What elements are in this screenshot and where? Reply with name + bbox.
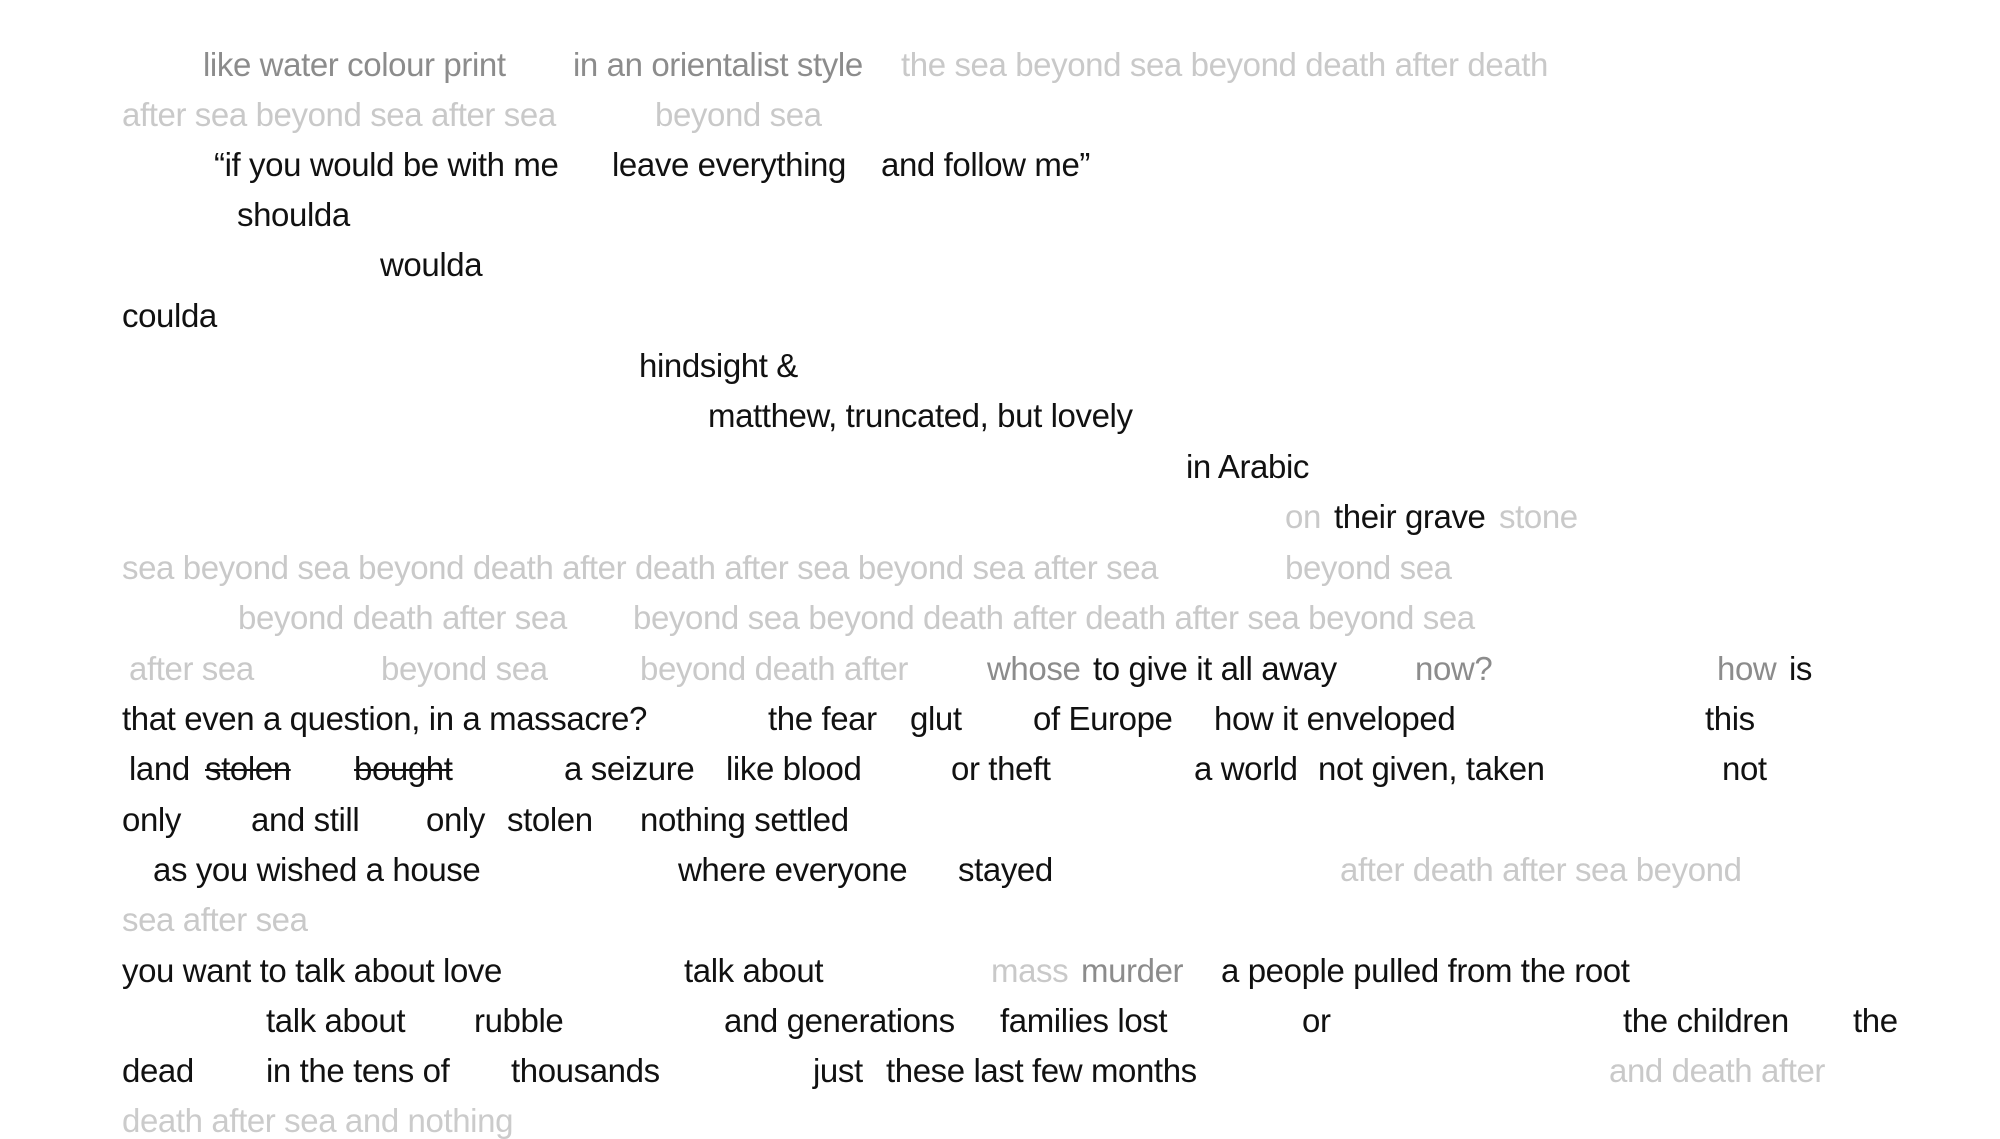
poem-fragment: whose xyxy=(987,650,1081,687)
poem-fragment: families lost xyxy=(1000,1002,1168,1039)
poem-fragment: is xyxy=(1789,650,1813,687)
poem-fragment: only xyxy=(122,801,181,838)
poem-fragment: shoulda xyxy=(237,196,350,233)
poem-fragment: just xyxy=(813,1052,863,1089)
poem-fragment: how it enveloped xyxy=(1214,700,1456,737)
poem-fragment: glut xyxy=(910,700,962,737)
poem-fragment: beyond sea xyxy=(1285,549,1452,586)
poem-fragment: after sea xyxy=(129,650,254,687)
poem-fragment: hindsight & xyxy=(639,347,798,384)
poem-fragment: how xyxy=(1717,650,1777,687)
poem-fragment: to give it all away xyxy=(1093,650,1337,687)
poem-fragment: the xyxy=(1853,1002,1898,1039)
poem-fragment: not xyxy=(1722,750,1767,787)
poem-fragment: death after sea and nothing xyxy=(122,1102,514,1139)
poem-fragment: a seizure xyxy=(564,750,695,787)
poem-fragment: beyond death after sea xyxy=(238,599,567,636)
poem-fragment: talk about xyxy=(266,1002,406,1039)
poem-fragment: the sea beyond sea beyond death after death xyxy=(901,46,1548,83)
poem-fragment: sea beyond sea beyond death after death after sea beyond sea after sea xyxy=(122,549,1159,586)
poem-fragment: the children xyxy=(1623,1002,1789,1039)
poem-fragment: on xyxy=(1285,498,1321,535)
poem-fragment: beyond sea xyxy=(655,96,822,133)
poem-fragment: in Arabic xyxy=(1186,448,1309,485)
poem-fragment: and still xyxy=(251,801,360,838)
poem-fragment: stone xyxy=(1499,498,1578,535)
poem-fragment: after sea beyond sea after sea xyxy=(122,96,556,133)
poem-fragment: and follow me” xyxy=(881,146,1090,183)
poem-fragment: only xyxy=(426,801,485,838)
poem-fragment: and generations xyxy=(724,1002,955,1039)
poem-fragment: where everyone xyxy=(678,851,908,888)
poem-fragment: like water colour print xyxy=(203,46,506,83)
poem-fragment: or xyxy=(1302,1002,1331,1039)
poem-fragment: woulda xyxy=(380,246,483,283)
poem-fragment: mass xyxy=(991,952,1069,989)
poem-fragment: or theft xyxy=(951,750,1051,787)
poem-fragment: as you wished a house xyxy=(153,851,481,888)
poem-fragment: coulda xyxy=(122,297,217,334)
poem-fragment: that even a question, in a massacre? xyxy=(122,700,647,737)
poem-fragment: like blood xyxy=(726,750,862,787)
poem-fragment: beyond sea xyxy=(381,650,548,687)
poem-fragment: rubble xyxy=(474,1002,564,1039)
poem-fragment: a people pulled from the root xyxy=(1221,952,1630,989)
poem-fragment: and death after xyxy=(1609,1052,1826,1089)
poem-fragment: matthew, truncated, but lovely xyxy=(708,397,1133,434)
poem-fragment: of Europe xyxy=(1033,700,1173,737)
poem-fragment: talk about xyxy=(684,952,824,989)
poem-fragment: land xyxy=(129,750,190,787)
poem-fragment: leave everything xyxy=(612,146,846,183)
poem-fragment: a world xyxy=(1194,750,1298,787)
poem-fragment: stolen xyxy=(507,801,593,838)
poem-fragment: this xyxy=(1705,700,1755,737)
poem-fragment: these last few months xyxy=(886,1052,1197,1089)
poem-fragment: sea after sea xyxy=(122,901,308,938)
poem-fragment: “if you would be with me xyxy=(214,146,559,183)
struck-poem-fragment: stolen xyxy=(205,750,291,787)
poem-fragment: beyond death after xyxy=(640,650,909,687)
struck-poem-fragment: bought xyxy=(354,750,453,787)
poem-fragment: the fear xyxy=(768,700,877,737)
poem-fragment: you want to talk about love xyxy=(122,952,502,989)
poem-fragment: their grave xyxy=(1334,498,1486,535)
poem-fragment: dead xyxy=(122,1052,194,1089)
poem-fragment: in the tens of xyxy=(266,1052,450,1089)
poem-fragment: in an orientalist style xyxy=(573,46,863,83)
poem-fragment: murder xyxy=(1081,952,1184,989)
poem-fragment: beyond sea beyond death after death after sea beyond sea xyxy=(633,599,1475,636)
poem-fragment: not given, taken xyxy=(1318,750,1545,787)
poem-fragment: thousands xyxy=(511,1052,660,1089)
poem-fragment: stayed xyxy=(958,851,1053,888)
poem-fragment: nothing settled xyxy=(640,801,849,838)
poem-fragment: now? xyxy=(1415,650,1493,687)
poem-fragment: after death after sea beyond xyxy=(1340,851,1742,888)
